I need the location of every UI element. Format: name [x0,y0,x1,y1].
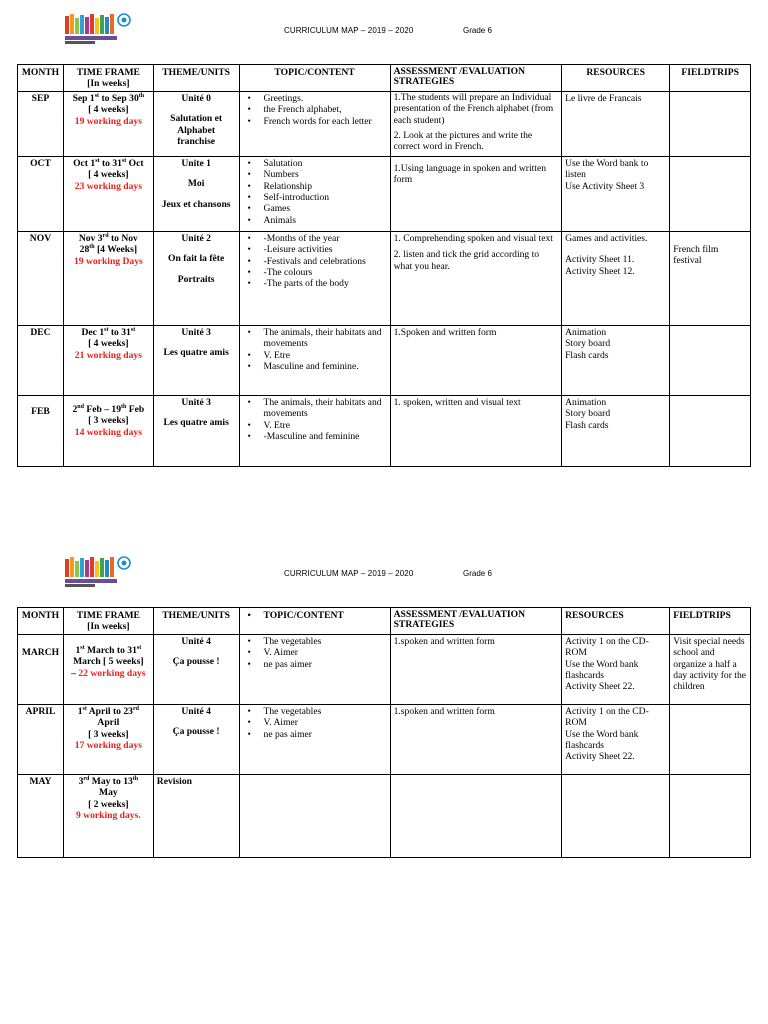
document-title: CURRICULUM MAP – 2019 – 2020 [284,26,414,35]
list-item: • The vegetables [264,706,387,717]
table-row [18,774,751,857]
list-item: • V. Etre [264,350,387,361]
month-cell: OCT [18,156,64,231]
list-item: • The vegetables [264,636,387,647]
list-item: • The animals, their habitats and movements [264,327,387,350]
col-theme: THEME/UNITS [153,65,239,92]
header-row [18,65,751,92]
col-topic: • TOPIC/CONTENT [239,608,390,635]
list-item: • -Leisure activities [264,244,387,255]
col-resources: RESOURCES [562,608,670,635]
list-item: • -Festivals and celebrations [264,256,387,267]
time-frame-cell: 2nd Feb – 19th Feb [ 3 weeks] 14 working days [63,395,153,466]
list-item: • Masculine and feminine. [264,361,387,372]
month-cell: MAY [18,774,64,857]
list-item: • Games [264,203,387,214]
fieldtrips-cell [670,325,751,395]
table-row [18,704,751,774]
topic-cell [239,231,390,325]
topic-cell [239,634,390,704]
resources-cell: Animation Story board Flash cards [562,325,670,395]
header-row [18,608,751,635]
topic-cell [239,704,390,774]
theme-cell: Unité 2 On fait la fête Portraits [153,231,239,325]
col-assessment: ASSESSMENT /EVALUATION STRATEGIES [390,65,562,92]
table-row [18,325,751,395]
working-days: 22 working days [78,667,146,679]
fieldtrips-cell [670,774,751,857]
fieldtrips-cell [670,156,751,231]
working-days: 14 working days [74,426,142,438]
working-days: 9 working days. [75,810,141,822]
time-frame-cell: 1st April to 23rd April [ 3 weeks] 17 working days [63,704,153,774]
month-cell: DEC [18,325,64,395]
theme-cell: Unité 3 Les quatre amis [153,325,239,395]
grade-label: Grade 6 [463,569,492,578]
table-row [18,634,751,704]
school-logo [64,12,132,48]
fieldtrips-cell [670,704,751,774]
working-days: 23 working days [74,180,142,192]
resources-cell: Games and activities. Activity Sheet 11. Activity Sheet 12. [562,231,670,325]
theme-cell: Unité 4 Ça pousse ! [153,634,239,704]
working-days: 21 working days [74,349,142,361]
time-frame-cell: 3rd May to 13th May [ 2 weeks] 9 working days. [63,774,153,857]
col-assessment: ASSESSMENT /EVALUATION STRATEGIES [390,608,562,635]
resources-cell: Use the Word bank to listen Use Activity Sheet 3 [562,156,670,231]
list-item: • V. Etre [264,420,387,431]
table-row [18,231,751,325]
topic-cell [239,91,390,156]
col-fieldtrips: FIELDTRIPS [670,608,751,635]
col-resources: RESOURCES [562,65,670,92]
col-theme: THEME/UNITS [153,608,239,635]
list-item: • French words for each letter [264,116,387,127]
fieldtrips-cell: Visit special needs school and organize a half a day activity for the children [670,634,751,704]
table-row [18,91,751,156]
resources-cell: Animation Story board Flash cards [562,395,670,466]
theme-cell: Revision [153,774,239,857]
working-days: 19 working days [74,115,142,127]
resources-cell: Activity 1 on the CD-ROM Use the Word bank flashcards Activity Sheet 22. [562,704,670,774]
list-item: • Greetings. [264,93,387,104]
theme-cell: Unite 1 Moi Jeux et chansons [153,156,239,231]
assessment-cell: 1. spoken, written and visual text [390,395,562,466]
list-item: • -Masculine and feminine [264,431,387,442]
list-item: • -The colours [264,267,387,278]
list-item: • -The parts of the body [264,278,387,289]
assessment-cell: 1.spoken and written form [390,704,562,774]
list-item: • Animals [264,215,387,226]
assessment-cell: 1. Comprehending spoken and visual text 2. listen and tick the grid according to what you hear. [390,231,562,325]
list-item: • Self-introduction [264,192,387,203]
col-month: MONTH [18,65,64,92]
fieldtrips-cell [670,91,751,156]
col-time-frame: TIME FRAME [In weeks] [63,65,153,92]
month-cell: SEP [18,91,64,156]
list-item: • ne pas aimer [264,729,387,740]
grade-label: Grade 6 [463,26,492,35]
time-frame-cell: Oct 1st to 31st Oct [ 4 weeks] 23 working days [63,156,153,231]
school-logo [64,555,132,591]
table-row [18,156,751,231]
month-cell: APRIL [18,704,64,774]
fieldtrips-cell [670,395,751,466]
curriculum-table-1 [17,64,751,467]
month-cell: FEB [18,395,64,466]
assessment-cell: 1.The students will prepare an Individual presentation of the French alphabet (from each student) 2. Look at the pictures and write the correct word in French. [390,91,562,156]
assessment-cell: 1.Using language in spoken and written form [390,156,562,231]
list-item: • ne pas aimer [264,659,387,670]
topic-cell [239,156,390,231]
col-month: MONTH [18,608,64,635]
col-fieldtrips: FIELDTRIPS [670,65,751,92]
col-topic: TOPIC/CONTENT [239,65,390,92]
assessment-cell: 1.Spoken and written form [390,325,562,395]
time-frame-cell: Sep 1st to Sep 30th [ 4 weeks] 19 working days [63,91,153,156]
resources-cell [562,774,670,857]
time-frame-cell: 1st March to 31st March [ 5 weeks] – 22 working days [63,634,153,704]
table-row [18,395,751,466]
list-item: • The animals, their habitats and movements [264,397,387,420]
time-frame-cell: Dec 1st to 31st [ 4 weeks] 21 working days [63,325,153,395]
topic-cell [239,325,390,395]
assessment-cell: 1.spoken and written form [390,634,562,704]
working-days: 17 working days [74,740,142,752]
theme-cell: Unité 0 Salutation et Alphabet franchise [153,91,239,156]
assessment-cell [390,774,562,857]
list-item: • -Months of the year [264,233,387,244]
curriculum-table-2 [17,607,751,858]
resources-cell: Activity 1 on the CD-ROM Use the Word bank flashcards Activity Sheet 22. [562,634,670,704]
list-item: • Salutation [264,158,387,169]
list-item: • V. Aimer [264,647,387,658]
list-item: • V. Aimer [264,717,387,728]
resources-cell: Le livre de Francais [562,91,670,156]
fieldtrips-cell: French film festival [670,231,751,325]
col-time-frame: TIME FRAME [In weeks] [63,608,153,635]
topic-cell [239,395,390,466]
working-days: 19 working Days [73,255,143,267]
list-item: • the French alphabet, [264,104,387,115]
list-item: • Relationship [264,181,387,192]
list-item: • Numbers [264,169,387,180]
month-cell: MARCH [18,634,64,704]
month-cell: NOV [18,231,64,325]
theme-cell: Unité 3 Les quatre amis [153,395,239,466]
document-title: CURRICULUM MAP – 2019 – 2020 [284,569,414,578]
theme-cell: Unité 4 Ça pousse ! [153,704,239,774]
topic-cell [239,774,390,857]
time-frame-cell: Nov 3rd to Nov 28th [4 Weeks] 19 working Days [63,231,153,325]
